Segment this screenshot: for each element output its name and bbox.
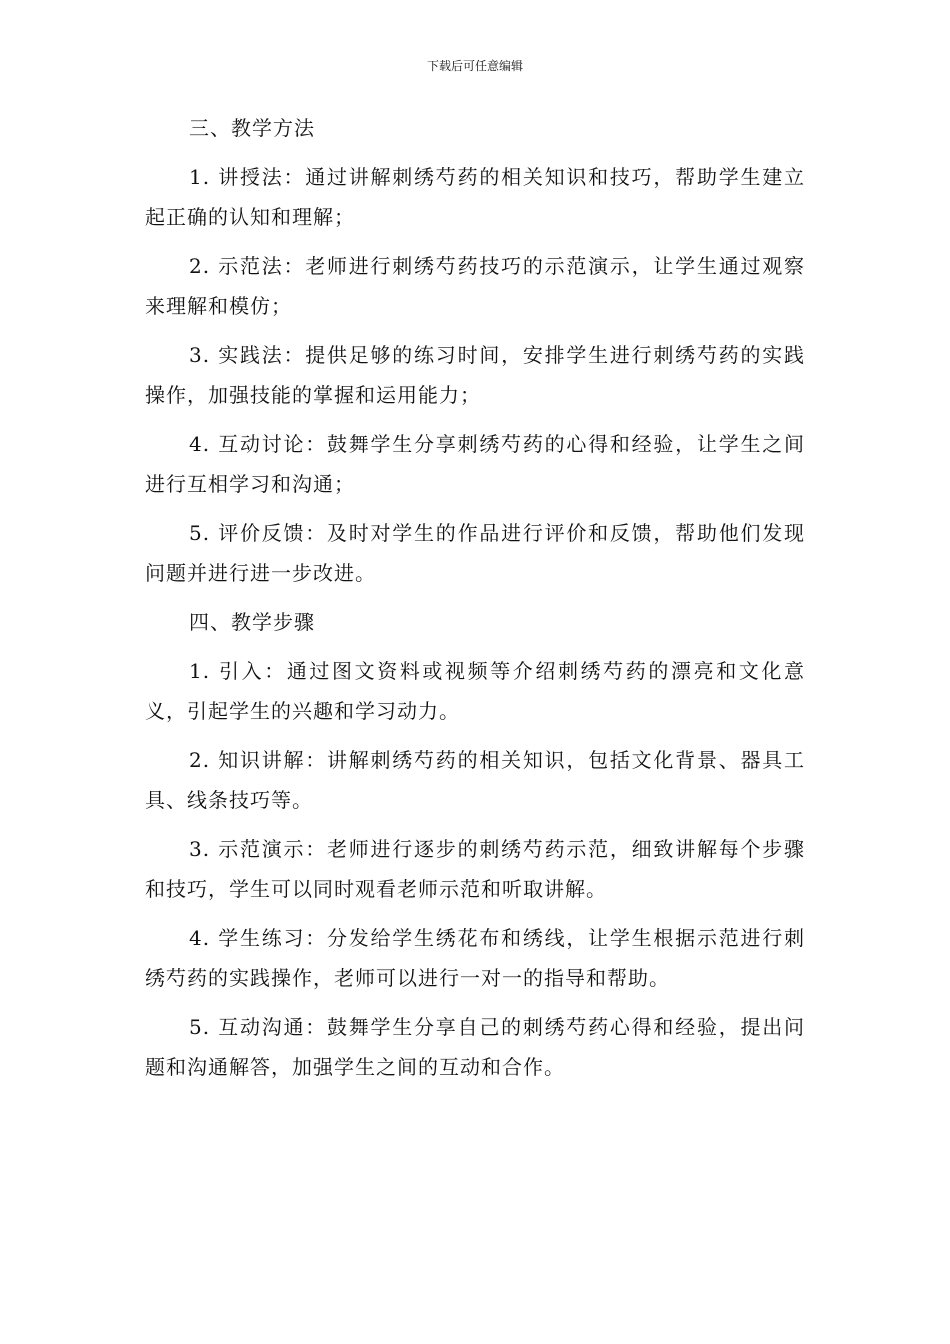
method-item-demonstration: 2. 示范法：老师进行刺绣芍药技巧的示范演示，让学生通过观察来理解和模仿；: [145, 254, 805, 318]
section-heading-teaching-methods: 三、教学方法: [189, 116, 315, 140]
step-item-introduction: 1. 引入：通过图文资料或视频等介绍刺绣芍药的漂亮和文化意义，引起学生的兴趣和学习动力。: [145, 659, 805, 723]
step-item-knowledge: 2. 知识讲解：讲解刺绣芍药的相关知识，包括文化背景、器具工具、线条技巧等。: [145, 748, 805, 812]
section-heading-teaching-steps: 四、教学步骤: [189, 610, 315, 634]
method-item-feedback: 5. 评价反馈：及时对学生的作品进行评价和反馈，帮助他们发现问题并进行进一步改进。: [145, 521, 805, 585]
method-item-discussion: 4. 互动讨论：鼓舞学生分享刺绣芍药的心得和经验，让学生之间进行互相学习和沟通；: [145, 432, 805, 496]
step-item-demo: 3. 示范演示：老师进行逐步的刺绣芍药示范，细致讲解每个步骤和技巧，学生可以同时观看老师示范和听取讲解。: [145, 837, 805, 901]
method-item-practice: 3. 实践法：提供足够的练习时间，安排学生进行刺绣芍药的实践操作，加强技能的掌握和运用能力；: [145, 343, 805, 407]
header-note: 下载后可任意编辑: [426, 59, 523, 73]
method-item-lecture: 1. 讲授法：通过讲解刺绣芍药的相关知识和技巧，帮助学生建立起正确的认知和理解；: [145, 165, 805, 229]
step-item-interaction: 5. 互动沟通：鼓舞学生分享自己的刺绣芍药心得和经验，提出问题和沟通解答，加强学生之间的互动和合作。: [145, 1015, 805, 1079]
document-body: [145, 108, 805, 1096]
step-item-student-practice: 4. 学生练习：分发给学生绣花布和绣线，让学生根据示范进行刺绣芍药的实践操作，老师可以进行一对一的指导和帮助。: [145, 926, 805, 990]
